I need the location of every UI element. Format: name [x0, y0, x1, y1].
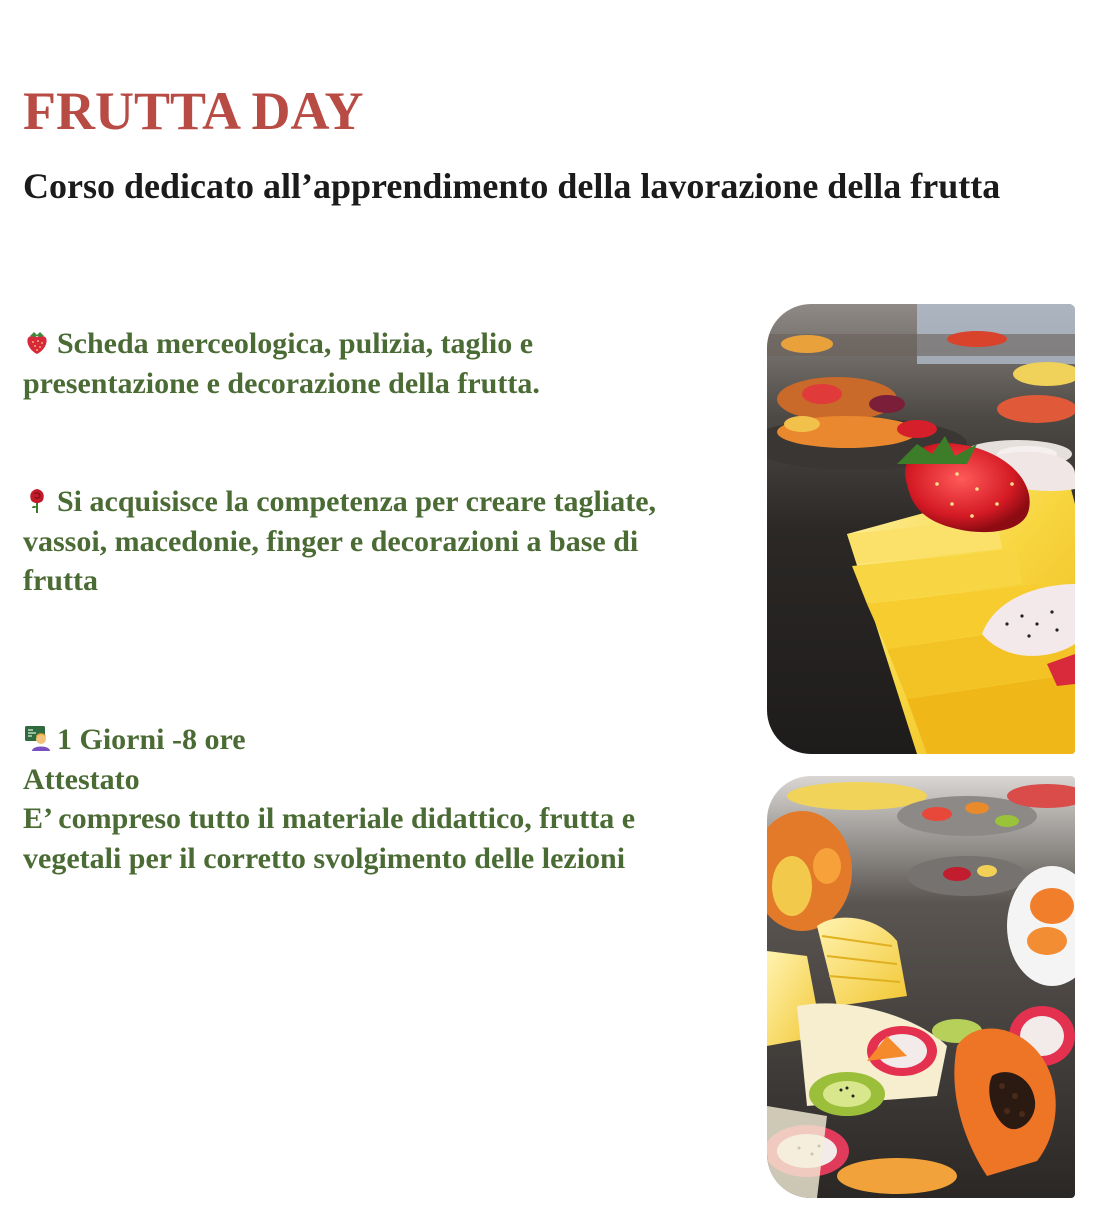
- duration-line: [23, 720, 663, 760]
- course-details: [23, 720, 663, 878]
- duration-text: 1 Giorni -8 ore: [57, 723, 246, 756]
- page-title: FRUTTA DAY: [23, 81, 364, 141]
- topics-text: Scheda merceologica, pulizia, taglio e presentazione e decorazione della frutta.: [23, 327, 540, 400]
- topics-paragraph: [23, 324, 643, 403]
- course-subtitle: Corso dedicato all’apprendimento della lavorazione della frutta: [23, 166, 1001, 206]
- rose-icon: [23, 485, 51, 513]
- strawberry-icon: [23, 327, 51, 355]
- skills-text: Si acquisisce la competenza per creare tagliate, vassoi, macedonie, finger e decorazioni a base di frutta: [23, 485, 657, 597]
- fruit-platter-photo: [767, 304, 1075, 754]
- fruit-buffet-photo: [767, 776, 1075, 1198]
- materials-line: E’ compreso tutto il materiale didattico, frutta e vegetali per il corretto svolgimento delle lezioni: [23, 802, 636, 875]
- skills-paragraph: [23, 482, 663, 601]
- certificate-line: Attestato: [23, 762, 140, 796]
- teacher-icon: [23, 723, 51, 751]
